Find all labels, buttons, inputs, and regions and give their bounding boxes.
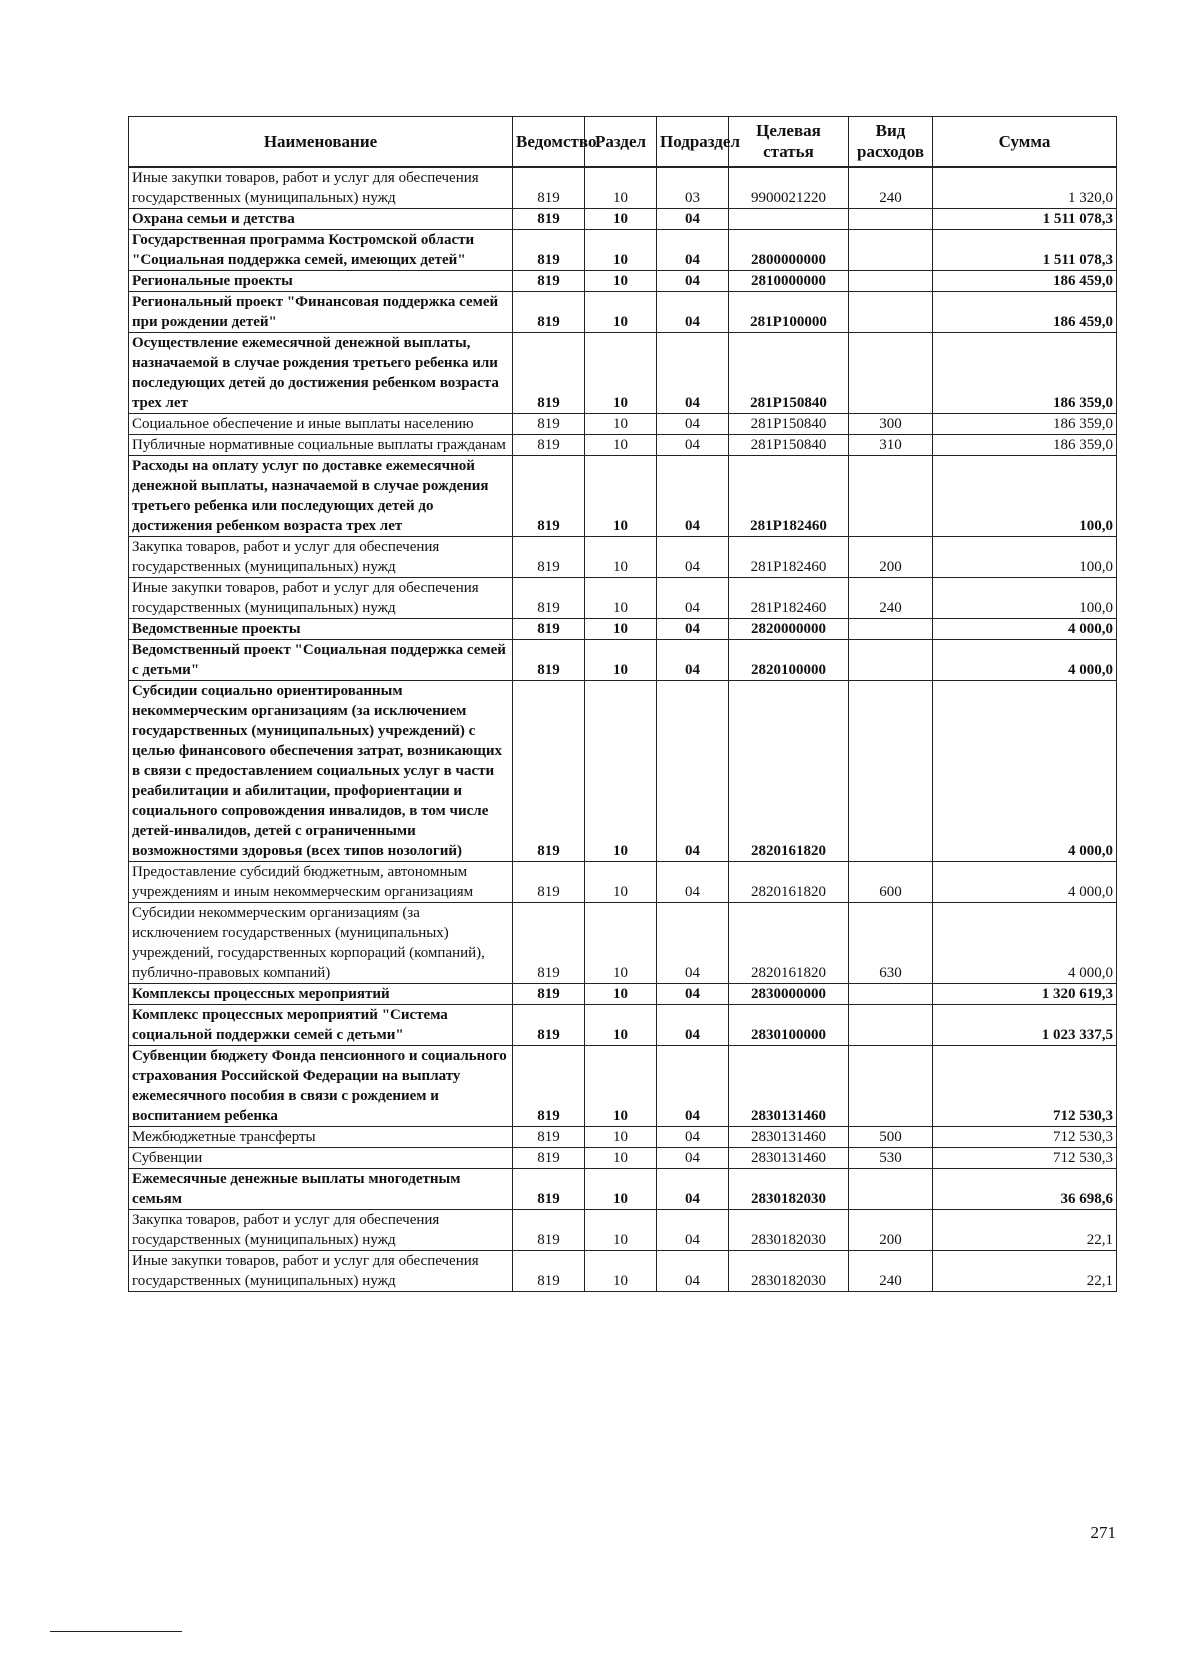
cell-section: 10 bbox=[585, 270, 657, 291]
cell-sum: 22,1 bbox=[933, 1250, 1117, 1291]
table-row bbox=[129, 1250, 1117, 1291]
cell-target: 281Р182460 bbox=[729, 536, 849, 577]
cell-target: 281Р150840 bbox=[729, 434, 849, 455]
cell-dept: 819 bbox=[513, 434, 585, 455]
header-subsection: Подраздел bbox=[657, 117, 729, 167]
cell-name: Закупка товаров, работ и услуг для обеспечения государственных (муниципальных) нужд bbox=[129, 1209, 513, 1250]
header-dept: Ведомство bbox=[513, 117, 585, 167]
table-row bbox=[129, 902, 1117, 983]
cell-dept: 819 bbox=[513, 618, 585, 639]
cell-target: 281Р182460 bbox=[729, 577, 849, 618]
cell-dept: 819 bbox=[513, 680, 585, 861]
cell-target: 2820100000 bbox=[729, 639, 849, 680]
table-row bbox=[129, 983, 1117, 1004]
budget-table bbox=[128, 116, 1117, 1292]
cell-name: Ведомственные проекты bbox=[129, 618, 513, 639]
cell-exp-type: 310 bbox=[849, 434, 933, 455]
cell-section: 10 bbox=[585, 1147, 657, 1168]
table-row bbox=[129, 1209, 1117, 1250]
table-row bbox=[129, 1045, 1117, 1126]
cell-dept: 819 bbox=[513, 1126, 585, 1147]
cell-name: Ежемесячные денежные выплаты многодетным семьям bbox=[129, 1168, 513, 1209]
cell-exp-type: 240 bbox=[849, 1250, 933, 1291]
cell-sum: 712 530,3 bbox=[933, 1147, 1117, 1168]
cell-subsection: 04 bbox=[657, 1147, 729, 1168]
table-row bbox=[129, 208, 1117, 229]
cell-exp-type: 200 bbox=[849, 536, 933, 577]
cell-dept: 819 bbox=[513, 861, 585, 902]
cell-subsection: 04 bbox=[657, 983, 729, 1004]
cell-name: Охрана семьи и детства bbox=[129, 208, 513, 229]
table-row bbox=[129, 455, 1117, 536]
cell-subsection: 04 bbox=[657, 1209, 729, 1250]
table-body bbox=[129, 167, 1117, 1292]
cell-target: 2830000000 bbox=[729, 983, 849, 1004]
cell-target: 2800000000 bbox=[729, 229, 849, 270]
cell-section: 10 bbox=[585, 229, 657, 270]
cell-subsection: 04 bbox=[657, 1004, 729, 1045]
cell-dept: 819 bbox=[513, 208, 585, 229]
cell-dept: 819 bbox=[513, 1209, 585, 1250]
cell-sum: 1 023 337,5 bbox=[933, 1004, 1117, 1045]
cell-dept: 819 bbox=[513, 983, 585, 1004]
cell-subsection: 04 bbox=[657, 208, 729, 229]
cell-sum: 4 000,0 bbox=[933, 902, 1117, 983]
cell-name: Региональные проекты bbox=[129, 270, 513, 291]
cell-section: 10 bbox=[585, 1250, 657, 1291]
cell-exp-type: 240 bbox=[849, 167, 933, 209]
cell-section: 10 bbox=[585, 861, 657, 902]
table-row bbox=[129, 861, 1117, 902]
cell-sum: 186 459,0 bbox=[933, 291, 1117, 332]
cell-sum: 36 698,6 bbox=[933, 1168, 1117, 1209]
cell-exp-type: 200 bbox=[849, 1209, 933, 1250]
header-sum: Сумма bbox=[933, 117, 1117, 167]
cell-name: Предоставление субсидий бюджетным, автономным учреждениям и иным некоммерческим организациям bbox=[129, 861, 513, 902]
cell-subsection: 04 bbox=[657, 291, 729, 332]
table-row bbox=[129, 1126, 1117, 1147]
table-row bbox=[129, 1147, 1117, 1168]
cell-sum: 100,0 bbox=[933, 577, 1117, 618]
cell-dept: 819 bbox=[513, 167, 585, 209]
table-row bbox=[129, 1004, 1117, 1045]
cell-name: Комплекс процессных мероприятий "Система социальной поддержки семей с детьми" bbox=[129, 1004, 513, 1045]
table-row bbox=[129, 680, 1117, 861]
table-row bbox=[129, 291, 1117, 332]
cell-exp-type: 500 bbox=[849, 1126, 933, 1147]
cell-exp-type: 600 bbox=[849, 861, 933, 902]
cell-target: 2830182030 bbox=[729, 1250, 849, 1291]
table-row bbox=[129, 332, 1117, 413]
cell-name: Расходы на оплату услуг по доставке ежемесячной денежной выплаты, назначаемой в случае рождения третьего ребенка или последующих детей до достижения ребенком возраста трех лет bbox=[129, 455, 513, 536]
cell-section: 10 bbox=[585, 1209, 657, 1250]
cell-sum: 712 530,3 bbox=[933, 1045, 1117, 1126]
cell-section: 10 bbox=[585, 455, 657, 536]
cell-dept: 819 bbox=[513, 1004, 585, 1045]
cell-section: 10 bbox=[585, 291, 657, 332]
cell-target: 2830100000 bbox=[729, 1004, 849, 1045]
cell-subsection: 04 bbox=[657, 1168, 729, 1209]
cell-target: 2820000000 bbox=[729, 618, 849, 639]
cell-subsection: 04 bbox=[657, 413, 729, 434]
cell-dept: 819 bbox=[513, 1045, 585, 1126]
cell-section: 10 bbox=[585, 1126, 657, 1147]
table-row bbox=[129, 577, 1117, 618]
cell-target: 2830182030 bbox=[729, 1209, 849, 1250]
cell-subsection: 04 bbox=[657, 680, 729, 861]
cell-dept: 819 bbox=[513, 1168, 585, 1209]
cell-exp-type: 240 bbox=[849, 577, 933, 618]
cell-dept: 819 bbox=[513, 1250, 585, 1291]
cell-name: Закупка товаров, работ и услуг для обеспечения государственных (муниципальных) нужд bbox=[129, 536, 513, 577]
cell-name: Региональный проект "Финансовая поддержка семей при рождении детей" bbox=[129, 291, 513, 332]
table-row bbox=[129, 413, 1117, 434]
cell-section: 10 bbox=[585, 1004, 657, 1045]
cell-section: 10 bbox=[585, 1168, 657, 1209]
cell-section: 10 bbox=[585, 639, 657, 680]
cell-subsection: 04 bbox=[657, 270, 729, 291]
cell-section: 10 bbox=[585, 577, 657, 618]
cell-sum: 4 000,0 bbox=[933, 618, 1117, 639]
cell-exp-type bbox=[849, 229, 933, 270]
header-exp-type: Вид расходов bbox=[849, 117, 933, 167]
cell-dept: 819 bbox=[513, 1147, 585, 1168]
cell-subsection: 04 bbox=[657, 1045, 729, 1126]
cell-target: 281Р150840 bbox=[729, 413, 849, 434]
cell-sum: 186 459,0 bbox=[933, 270, 1117, 291]
table-row bbox=[129, 639, 1117, 680]
cell-name: Осуществление ежемесячной денежной выплаты, назначаемой в случае рождения третьего ребенка или последующих детей до достижения ребенком возраста трех лет bbox=[129, 332, 513, 413]
cell-name: Субвенции bbox=[129, 1147, 513, 1168]
cell-target: 2820161820 bbox=[729, 861, 849, 902]
cell-subsection: 04 bbox=[657, 902, 729, 983]
cell-section: 10 bbox=[585, 983, 657, 1004]
cell-sum: 100,0 bbox=[933, 455, 1117, 536]
cell-exp-type bbox=[849, 332, 933, 413]
cell-sum: 22,1 bbox=[933, 1209, 1117, 1250]
cell-target: 9900021220 bbox=[729, 167, 849, 209]
cell-subsection: 04 bbox=[657, 618, 729, 639]
cell-dept: 819 bbox=[513, 270, 585, 291]
cell-sum: 4 000,0 bbox=[933, 639, 1117, 680]
cell-target: 2830131460 bbox=[729, 1045, 849, 1126]
table-row bbox=[129, 270, 1117, 291]
cell-subsection: 04 bbox=[657, 861, 729, 902]
cell-section: 10 bbox=[585, 413, 657, 434]
cell-exp-type bbox=[849, 680, 933, 861]
cell-section: 10 bbox=[585, 902, 657, 983]
cell-name: Государственная программа Костромской области "Социальная поддержка семей, имеющих детей" bbox=[129, 229, 513, 270]
table-row bbox=[129, 536, 1117, 577]
table-row bbox=[129, 167, 1117, 209]
cell-exp-type bbox=[849, 270, 933, 291]
cell-subsection: 04 bbox=[657, 1126, 729, 1147]
cell-dept: 819 bbox=[513, 577, 585, 618]
cell-dept: 819 bbox=[513, 413, 585, 434]
cell-dept: 819 bbox=[513, 536, 585, 577]
table-row bbox=[129, 618, 1117, 639]
cell-sum: 1 511 078,3 bbox=[933, 208, 1117, 229]
cell-dept: 819 bbox=[513, 639, 585, 680]
cell-exp-type: 300 bbox=[849, 413, 933, 434]
cell-section: 10 bbox=[585, 680, 657, 861]
header-target: Целевая статья bbox=[729, 117, 849, 167]
cell-exp-type bbox=[849, 1045, 933, 1126]
cell-section: 10 bbox=[585, 618, 657, 639]
cell-name: Ведомственный проект "Социальная поддержка семей с детьми" bbox=[129, 639, 513, 680]
cell-name: Иные закупки товаров, работ и услуг для обеспечения государственных (муниципальных) нужд bbox=[129, 577, 513, 618]
cell-dept: 819 bbox=[513, 902, 585, 983]
cell-subsection: 04 bbox=[657, 332, 729, 413]
cell-subsection: 04 bbox=[657, 577, 729, 618]
cell-subsection: 04 bbox=[657, 434, 729, 455]
cell-exp-type bbox=[849, 291, 933, 332]
cell-subsection: 04 bbox=[657, 455, 729, 536]
cell-name: Иные закупки товаров, работ и услуг для обеспечения государственных (муниципальных) нужд bbox=[129, 167, 513, 209]
cell-name: Иные закупки товаров, работ и услуг для обеспечения государственных (муниципальных) нужд bbox=[129, 1250, 513, 1291]
header-name: Наименование bbox=[129, 117, 513, 167]
cell-exp-type bbox=[849, 1004, 933, 1045]
cell-name: Субвенции бюджету Фонда пенсионного и социального страхования Российской Федерации на выплату ежемесячного пособия в связи с рождением и воспитанием ребенка bbox=[129, 1045, 513, 1126]
cell-target bbox=[729, 208, 849, 229]
cell-target: 2820161820 bbox=[729, 902, 849, 983]
cell-name: Субсидии социально ориентированным некоммерческим организациям (за исключением государственных (муниципальных) учреждений) с целью финансового обеспечения затрат, возникающих в связи с предоставлением социальных услуг в части реабилитации и абилитации, профориентации и социального сопровождения инвалидов, в том числе детей-инвалидов, детей с ограниченными возможностями здоровья (всех типов нозологий) bbox=[129, 680, 513, 861]
cell-subsection: 04 bbox=[657, 639, 729, 680]
cell-subsection: 03 bbox=[657, 167, 729, 209]
table-header-row bbox=[129, 117, 1117, 167]
cell-section: 10 bbox=[585, 434, 657, 455]
cell-target: 281Р182460 bbox=[729, 455, 849, 536]
cell-exp-type: 630 bbox=[849, 902, 933, 983]
page-number: 271 bbox=[1090, 1523, 1116, 1542]
cell-section: 10 bbox=[585, 536, 657, 577]
cell-subsection: 04 bbox=[657, 536, 729, 577]
cell-section: 10 bbox=[585, 332, 657, 413]
cell-exp-type bbox=[849, 639, 933, 680]
cell-target: 281Р150840 bbox=[729, 332, 849, 413]
cell-sum: 1 511 078,3 bbox=[933, 229, 1117, 270]
cell-target: 2820161820 bbox=[729, 680, 849, 861]
cell-name: Социальное обеспечение и иные выплаты населению bbox=[129, 413, 513, 434]
table-row bbox=[129, 229, 1117, 270]
cell-target: 2810000000 bbox=[729, 270, 849, 291]
cell-exp-type bbox=[849, 208, 933, 229]
cell-exp-type bbox=[849, 1168, 933, 1209]
cell-dept: 819 bbox=[513, 332, 585, 413]
cell-subsection: 04 bbox=[657, 1250, 729, 1291]
cell-target: 2830182030 bbox=[729, 1168, 849, 1209]
table-row bbox=[129, 1168, 1117, 1209]
cell-dept: 819 bbox=[513, 229, 585, 270]
cell-sum: 712 530,3 bbox=[933, 1126, 1117, 1147]
cell-sum: 4 000,0 bbox=[933, 861, 1117, 902]
cell-dept: 819 bbox=[513, 455, 585, 536]
header-section: Раздел bbox=[585, 117, 657, 167]
cell-section: 10 bbox=[585, 1045, 657, 1126]
cell-sum: 4 000,0 bbox=[933, 680, 1117, 861]
cell-target: 281Р100000 bbox=[729, 291, 849, 332]
cell-sum: 100,0 bbox=[933, 536, 1117, 577]
cell-exp-type bbox=[849, 618, 933, 639]
table-row bbox=[129, 434, 1117, 455]
cell-sum: 186 359,0 bbox=[933, 434, 1117, 455]
cell-name: Межбюджетные трансферты bbox=[129, 1126, 513, 1147]
cell-exp-type bbox=[849, 455, 933, 536]
cell-name: Субсидии некоммерческим организациям (за исключением государственных (муниципальных) учреждений, государственных корпораций (компаний), публично-правовых компаний) bbox=[129, 902, 513, 983]
cell-section: 10 bbox=[585, 208, 657, 229]
footnote-rule bbox=[50, 1631, 182, 1632]
cell-sum: 186 359,0 bbox=[933, 413, 1117, 434]
cell-exp-type: 530 bbox=[849, 1147, 933, 1168]
cell-target: 2830131460 bbox=[729, 1147, 849, 1168]
cell-target: 2830131460 bbox=[729, 1126, 849, 1147]
cell-section: 10 bbox=[585, 167, 657, 209]
cell-exp-type bbox=[849, 983, 933, 1004]
cell-sum: 1 320,0 bbox=[933, 167, 1117, 209]
cell-sum: 1 320 619,3 bbox=[933, 983, 1117, 1004]
cell-sum: 186 359,0 bbox=[933, 332, 1117, 413]
cell-subsection: 04 bbox=[657, 229, 729, 270]
cell-name: Комплексы процессных мероприятий bbox=[129, 983, 513, 1004]
cell-dept: 819 bbox=[513, 291, 585, 332]
cell-name: Публичные нормативные социальные выплаты гражданам bbox=[129, 434, 513, 455]
